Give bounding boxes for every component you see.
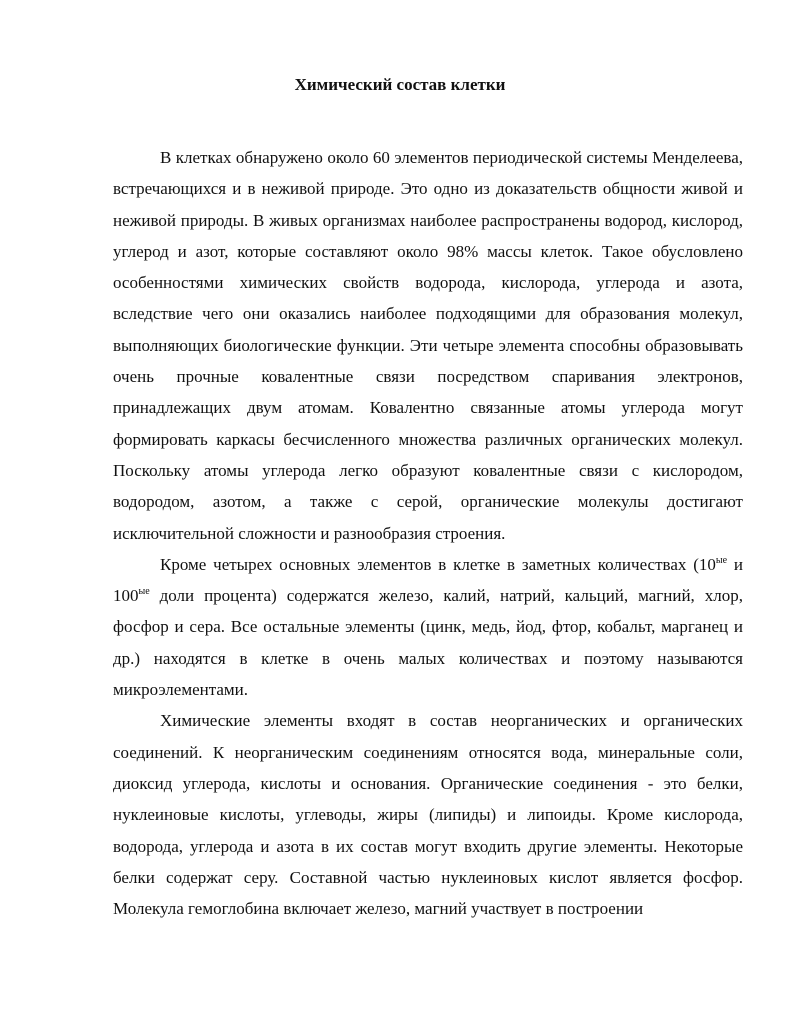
paragraph-2-text-3: доли процента) содержатся железо, калий, натрий, кальций, магний, хлор, фосфор и сера. Все остальные элементы (цинк, медь, йод, фтор, кобальт, марганец и др.) находятся в клетке в очень малых количествах и поэтому называются микроэлементами. <box>113 586 743 700</box>
paragraph-2-text-2: и 100 <box>113 554 743 606</box>
paragraph-1: В клетках обнаружено около 60 элементов периодической системы Менделеева, встречающихся и в неживой природе. Это одно из доказательств общности живой и неживой природы. В живых организмах наиболее распространены водород, кислород, углерод и азот, которые составляют около 98% массы клеток. Такое обусловлено особенностями химических свойств водорода, кислорода, углерода и азота, вследствие чего они оказались наиболее подходящими для образования молекул, выполняющих биологические функции. Эти четыре элемента способны образовывать очень прочные ковалентные связи посредством спаривания электронов, принадлежащих двум атомам. Ковалентно связанные атомы углерода могут формировать каркасы бесчисленного множества различных органических молекул. Поскольку атомы углерода легко образуют ковалентные связи с кислородом, водородом, азотом, а также с серой, органические молекулы достигают исключительной сложности и разнообразия строения. <box>113 148 743 543</box>
document-body <box>113 142 743 924</box>
superscript-1: ые <box>715 554 728 566</box>
document-title: Химический состав клетки <box>294 75 506 94</box>
paragraph-2 <box>113 549 743 705</box>
paragraph-2-text-1: Кроме четырех основных элементов в клетке в заметных количествах (10 <box>160 554 716 574</box>
paragraph-3: Химические элементы входят в состав неорганических и органических соединений. К неорганическим соединениям относятся вода, минеральные соли, диоксид углерода, кислоты и основания. Органические соединения - это белки, нуклеиновые кислоты, углеводы, жиры (липиды) и липоиды. Кроме кислорода, водорода, углерода и азота в их состав могут входить другие элементы. Некоторые белки содержат серу. Составной частью нуклеиновых кислот является фосфор. Молекула гемоглобина включает железо, магний участвует в построении <box>113 711 743 919</box>
superscript-2: ые <box>138 586 150 598</box>
